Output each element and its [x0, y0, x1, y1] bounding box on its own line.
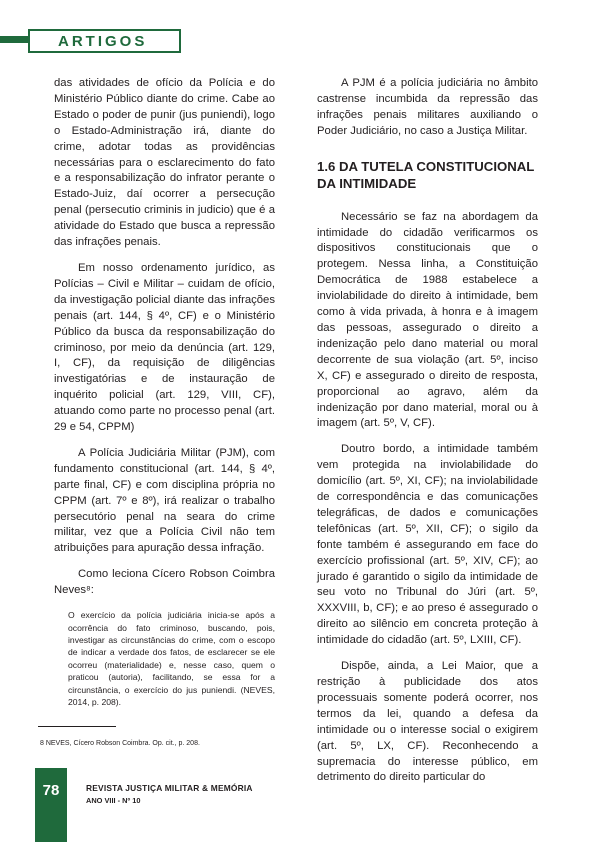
left-column: [54, 76, 275, 708]
left-paragraph-3: A Polícia Judiciária Militar (PJM), com fundamento constitucional (art. 144, § 4º, parte final, CF) e com disciplina própria no CPPM (art. 7º e 8º), irá realizar o trabalho persecutório penal na seara do crime militar, vez que a Polícia Civil não tem atribuições para apuração dessa infração.: [54, 446, 275, 555]
block-quote-text: O exercício da polícia judiciária inicia-se após a ocorrência do fato criminoso, buscando, pois, investigar as circunstâncias do crime, com o escopo de indicar a verdade dos fatos, de esclarecer se ele ocorreu (materialidade) e, nesse caso, quem o praticou (autoria), facilitando, se essa for a circunstância, o exercício do jus puniendi. (NEVES, 2014, p. 208).: [68, 610, 275, 707]
page-number: 78: [35, 768, 67, 842]
right-paragraph-4: Dispõe, ainda, a Lei Maior, que a restrição à publicidade dos atos processuais somente poderá ocorrer, nos termos da lei, quando a defesa da intimidade ou o interesse social o exigirem (art. 5º, LX, CF). Reconhecendo a supremacia do interesse público, em detrimento do direito particular do: [317, 660, 538, 784]
right-paragraph-2: Necessário se faz na abordagem da intimidade do cidadão verificarmos os dispositivos constitucionais que o protegem. Nessa linha, a Constituição Democrática de 1988 estabelece a inviolabilidade do direito à intimidade, bem como à vida privada, à honra e à imagem das pessoas, assegurado o direito a indenização pelo dano material ou moral decorrente de sua violação (art. 5º, inciso X, CF) e assegurado o direito de resposta, proporcional ao agravo, além da indenização por dano material, moral ou à imagem (art. 5º, V, CF).: [317, 210, 538, 430]
block-quote: [68, 609, 275, 708]
left-paragraph-1: das atividades de ofício da Polícia e do Ministério Público diante do crime. Cabe ao Estado o poder de punir (jus puniendi), logo o Estado-Administração irá, diante do crime, adotar todas as providências necessárias para o esclarecimento do fato e a responsabilização do infrator perante o Estado-Juiz, daí ocorrer a persecução penal (persecutio criminis in judicio) que é a atividade do Estado que busca a repressão das infrações penais.: [54, 77, 275, 249]
right-column: [317, 76, 538, 796]
right-paragraph-3: Doutro bordo, a intimidade também vem protegida na inviolabilidade do domicílio (art. 5º, XI, CF); na inviolabilidade de correspondência e das comunicações telegráficas, de dados e comunicações telefônicas (art. 5º, XII, CF); o sigilo da fonte também é assegurando em face do exercício profissional (art. 5º, XIV, CF); ao jurado é garantido o sigilo da intimidade de seu voto no Tribunal do Júri (art. 5º, XXXVIII, b, CF); e ao preso é assegurado o direito ao silêncio em concreta proteção à intimidade do cidadão (art. 5º, LXIII, CF).: [317, 443, 538, 647]
left-paragraph-4: Como leciona Cícero Robson Coimbra Neves⁸:: [54, 568, 275, 597]
footnote-divider: [38, 726, 116, 727]
left-paragraph-2: Em nosso ordenamento jurídico, as Polícias – Civil e Militar – cuidam de ofício, da investigação policial diante das infrações penais (art. 144, § 4º, CF) e o Ministério Público da busca da responsabilização do criminoso, por meio da denúncia (art. 129, I, CF), da requisição de diligências investigatórias e de instauração de inquérito policial (art. 129, VIII, CF), atuando como parte no processo penal (art. 29 e 54, CPPM): [54, 261, 275, 434]
journal-title: REVISTA JUSTIÇA MILITAR & MEMÓRIA: [86, 783, 253, 793]
footnote: 8 NEVES, Cícero Robson Coimbra. Op. cit., p. 208.: [40, 740, 200, 747]
section-heading: 1.6 DA TUTELA CONSTITUCIONAL DA INTIMIDADE: [317, 158, 535, 191]
right-paragraph-1: A PJM é a polícia judiciária no âmbito castrense incumbida da repressão das infrações penais militares auxiliando o Poder Judiciário, no caso a Justiça Militar.: [317, 77, 538, 137]
section-title: ARTIGOS: [58, 33, 148, 50]
journal-edition: ANO VIII - Nº 10: [86, 796, 141, 805]
